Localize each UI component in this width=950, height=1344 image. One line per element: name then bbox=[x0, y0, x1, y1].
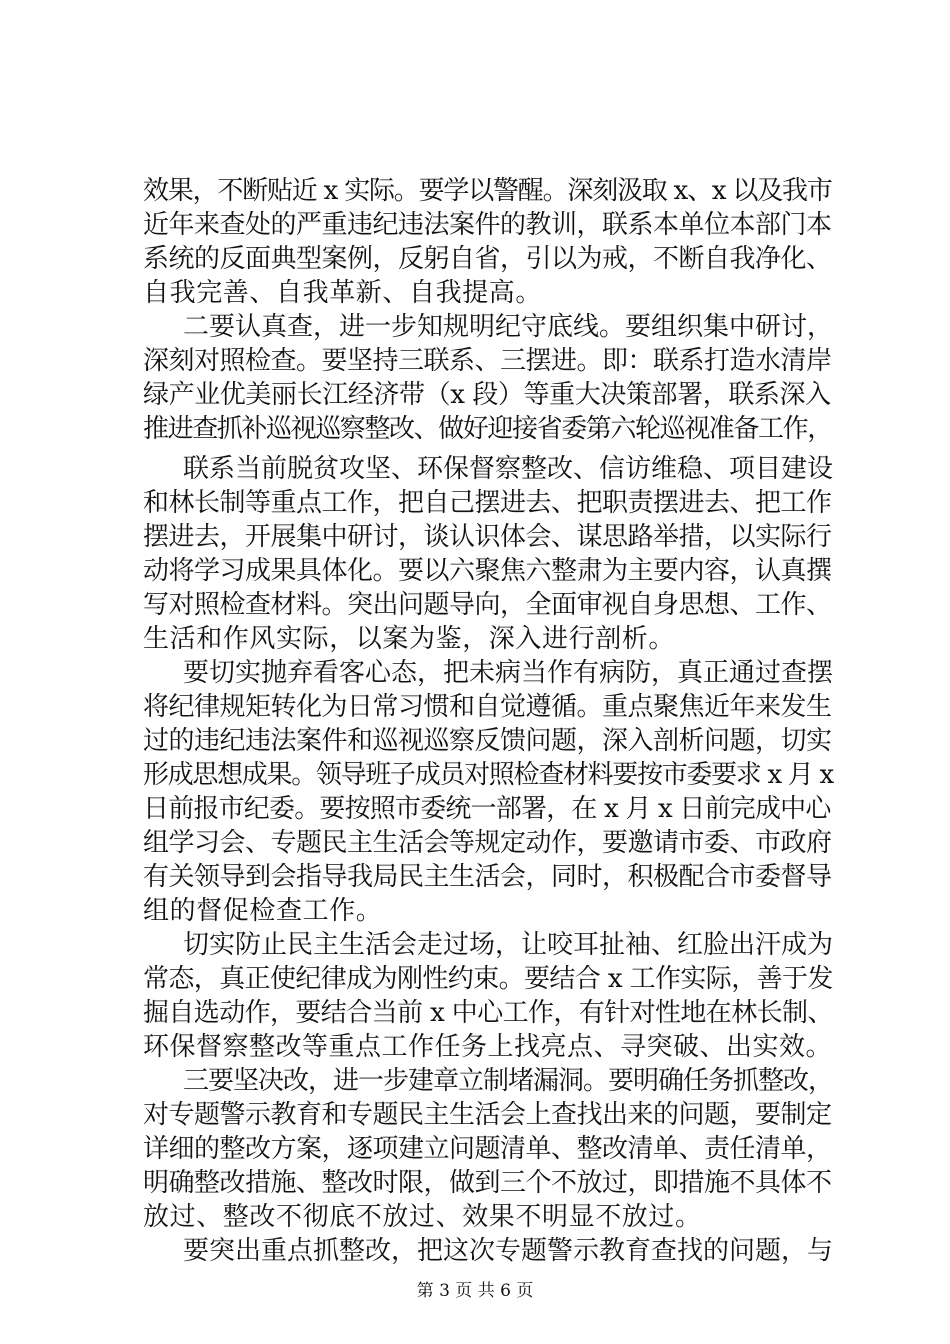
text-line: 形成思想成果。领导班子成员对照检查材料要按市委要求 x 月 x bbox=[143, 760, 833, 790]
text-line: 三要坚决改，进一步建章立制堵漏洞。要明确任务抓整改， bbox=[183, 1066, 834, 1096]
text-line: 切实防止民主生活会走过场，让咬耳扯袖、红脸出汗成为 bbox=[183, 930, 834, 960]
text-line: 二要认真查，进一步知规明纪守底线。要组织集中研讨， bbox=[183, 312, 834, 342]
text-line: 效果，不断贴近 x 实际。要学以警醒。深刻汲取 x、x 以及我市 bbox=[143, 176, 832, 206]
text-line: 系统的反面典型案例，反躬自省，引以为戒，不断自我净化、 bbox=[143, 244, 832, 274]
text-line: 要突出重点抓整改，把这次专题警示教育查找的问题，与 bbox=[183, 1236, 834, 1266]
text-line: 常态，真正使纪律成为刚性约束。要结合 x 工作实际，善于发 bbox=[143, 964, 833, 994]
text-line: 要切实抛弃看客心态，把未病当作有病防，真正通过查摆 bbox=[183, 658, 834, 688]
text-line: 日前报市纪委。要按照市委统一部署，在 x 月 x 日前完成中心 bbox=[143, 794, 831, 824]
text-line: 和林长制等重点工作，把自己摆进去、把职责摆进去、把工作 bbox=[143, 488, 832, 518]
text-line: 摆进去，开展集中研讨，谈认识体会、谋思路举措，以实际行 bbox=[143, 522, 832, 552]
text-line: 掘自选动作，要结合当前 x 中心工作，有针对性地在林长制、 bbox=[143, 998, 833, 1028]
text-line: 近年来查处的严重违纪违法案件的教训，联系本单位本部门本 bbox=[143, 210, 832, 240]
text-line: 将纪律规矩转化为日常习惯和自觉遵循。重点聚焦近年来发生 bbox=[143, 692, 832, 722]
text-line: 写对照检查材料。突出问题导向，全面审视自身思想、工作、 bbox=[143, 590, 832, 620]
text-line: 有关领导到会指导我局民主生活会，同时，积极配合市委督导 bbox=[143, 862, 832, 892]
text-line: 详细的整改方案，逐项建立问题清单、整改清单、责任清单， bbox=[143, 1134, 832, 1164]
text-line: 对专题警示教育和专题民主生活会上查找出来的问题，要制定 bbox=[143, 1100, 832, 1130]
text-line: 深刻对照检查。要坚持三联系、三摆进。即：联系打造水清岸 bbox=[143, 346, 832, 376]
text-line: 推进查抓补巡视巡察整改、做好迎接省委第六轮巡视准备工作， bbox=[143, 414, 832, 444]
text-line: 过的违纪违法案件和巡视巡察反馈问题，深入剖析问题，切实 bbox=[143, 726, 832, 756]
text-line: 动将学习成果具体化。要以六聚焦六整肃为主要内容，认真撰 bbox=[143, 556, 832, 586]
text-line: 组的督促检查工作。 bbox=[143, 896, 383, 926]
text-line: 生活和作风实际，以案为鉴，深入进行剖析。 bbox=[143, 624, 676, 654]
text-line: 组学习会、专题民主生活会等规定动作，要邀请市委、市政府 bbox=[143, 828, 832, 858]
text-line: 绿产业优美丽长江经济带（x 段）等重大决策部署，联系深入 bbox=[143, 380, 831, 410]
text-line: 自我完善、自我革新、自我提高。 bbox=[143, 278, 543, 308]
text-line: 联系当前脱贫攻坚、环保督察整改、信访维稳、项目建设 bbox=[183, 454, 834, 484]
page-number-footer: 第 3 页 共 6 页 bbox=[416, 1281, 534, 1301]
text-line: 明确整改措施、整改时限，做到三个不放过，即措施不具体不 bbox=[143, 1168, 832, 1198]
text-line: 环保督察整改等重点工作任务上找亮点、寻突破、出实效。 bbox=[143, 1032, 833, 1062]
text-line: 放过、整改不彻底不放过、效果不明显不放过。 bbox=[143, 1202, 702, 1232]
